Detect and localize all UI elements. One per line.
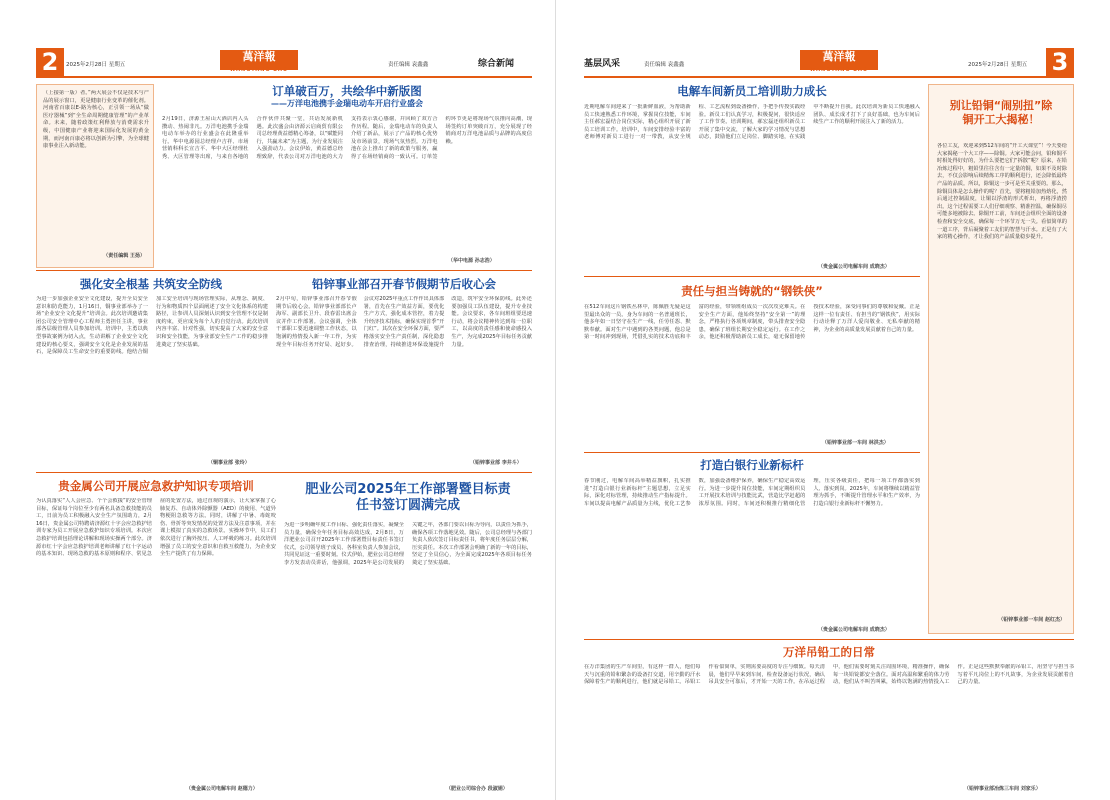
page-number: 3 <box>1046 48 1074 76</box>
header-rule <box>36 76 532 78</box>
article-b2-signature: （铅锌事业部一车间 林洪杰） <box>822 440 889 446</box>
logo-subtitle: WANGYANG BAO <box>809 67 869 73</box>
section-divider <box>584 639 1074 640</box>
newspaper-logo: 萬洋報 <box>800 50 878 70</box>
article-b1-body: 近期电解车间迎来了一批新鲜血液，为帮助新员工快速熟悉工作环境，掌握岗位技能，车间主任郝宏磊结合岗位实际，精心组织开展了新员工培训工作。培训中，车间安排经验丰富的老师傅对新员工进行一对一带教，从安全规程、工艺流程到设备操作，手把手传授实践经验。新员工们认真学习，积极提问，很快适应了工作节奏。培训期间，郝宏磊还组织新员工开展了集中交流，了解大家的学习情况与思想动态，鼓励他们立足岗位、脚踏实地，在实践中不断提升自我。此次培训为新员工快速融入团队、成长成才打下了良好基础，也为车间后续生产工作的顺利开展注入了新的活力。 <box>584 104 920 141</box>
right-page <box>555 0 1110 800</box>
article-3-title: 铅锌事业部召开春节假期节后收心会 <box>312 277 496 291</box>
section-divider <box>584 452 920 453</box>
article-b2-title: 责任与担当铸就的“钢铁侠” <box>681 284 823 298</box>
section-name: 基层风采 <box>584 59 621 69</box>
editor-credit: 责任编辑 袁鑫鑫 <box>644 62 685 68</box>
editor-credit: 责任编辑 袁鑫鑫 <box>388 62 429 68</box>
logo-subtitle: WANGYANG BAO <box>229 67 289 73</box>
article-b5-signature: （铅锌事业部一车间 赵红杰） <box>998 617 1065 623</box>
article-b1-title: 电解车间新员工培训助力成长 <box>677 84 827 98</box>
article-b3-body: 春节刚过，电解车间高举精益旗帜，扎实推进“打造白银行业新标杆”主题思想，立足实际，深化对标管理，持续推动生产指标提升。车间以提高电解产品质量为主线，优化工艺参数，加强设备维护保养，确保生产稳定高效运行。为进一步提升岗位技能，车间定期组织员工开展技术培训与技能比武，营造比学赶超的浓厚氛围。同时，车间还积极推行精细化管理，压实各级责任，把每一项工作都落实到人、落实到岗。2025年，车间将继续以精益管理为抓手，不断提升管理水平和生产效率，为打造白银行业新标杆不懈努力。 <box>584 478 920 507</box>
section-divider <box>36 270 532 271</box>
article-2-title: 强化安全根基 共筑安全防线 <box>79 277 222 291</box>
article-b1-signature: （贵金属公司电解车间 成晓杰） <box>818 264 890 270</box>
article-b3-signature: （贵金属公司电解车间 成晓杰） <box>818 627 890 633</box>
article-5-body: 为进一步明确年度工作目标、强化责任落实，凝聚全员力量，确保全年任务目标高效达成，2月8日，万洋肥业公司召开2025年工作部署暨目标责任书签订仪式。公司领导班子成员、各科室负责人参加会议，共同见证这一重要时刻。仪式伊始，肥业公司总经理李方发表动员讲话，他强调，2025年是公司发展的关键之年，各部门要以目标为导向，以责任为抓手，确保各项工作落地见效。随后，公司总经理与各部门负责人依次签订目标责任书，将年度任务层层分解，压实责任。本次工作部署会明确了新的一年的目标，坚定了全员信心，为全面完成2025年各项目标任务奠定了坚实基础。 <box>284 522 532 566</box>
article-4-title: 贵金属公司开展应急救护知识专项培训 <box>58 479 254 493</box>
section-name: 综合新闻 <box>478 59 515 69</box>
article-1-subtitle: ——万洋电池携手金瑞电动车开启行业盛会 <box>271 99 423 108</box>
article-b3-title: 打造白银行业新标杆 <box>700 458 804 472</box>
article-1-signature: （华中电源 孙志浩） <box>448 258 495 264</box>
article-5-signature: （肥业公司综合办 段淑娟） <box>446 786 508 792</box>
article-2-body: 为进一步加强企业安全文化建设，提升全员安全意识和防范能力，1月16日，铜事业部举办了一场“企业安全文化提升”培训会。此次培训邀请集团公司安全管理中心工程师主勇担任主讲，事业部各层级管理人员参加培训。培训中，主勇以典型事故案例为切入点，生动讲解了企业安全文化建设的核心要义，强调安全文化是企业发展的基石，是保障员工生命安全的重要防线。他结合铜加工安全培训与现场管理实际，从理念、制度、行为和物质四个层面阐述了安全文化体系的构建路径，让参训人员深刻认识到安全管理不仅是制度约束，更应成为每个人的自觉行动。此次培训内容丰富、针对性强，切实提高了大家的安全意识和安全技能，为事业部安全生产工作的稳步推进奠定了坚实基础。 <box>36 296 268 356</box>
article-b4-body: 在万洋集团的生产车间里，有这样一群人，他们每天与沉重的铅和繁杂的设备打交道，用辛勤的汗水保障着生产的顺利进行，他们就是吊铅工。吊铅工作看似简单，实则需要高度的专注与细致。每天清晨，他们早早来到车间，检查设备运行状况，确认吊具安全可靠后，才开始一天的工作。在吊运过程中，他们需要时刻关注周围环境，精准操作，确保每一块铅锭都安全落位。面对高温和繁重的体力劳动，他们从不叫苦叫累，始终以饱满的热情投入工作。正是这些默默奉献的吊铅工，用坚守与担当书写着平凡岗位上的不凡故事，为企业发展贡献着自己的力量。 <box>584 664 1074 686</box>
article-5-title: 肥业公司2025年工作部署暨目标责任书签订圆满完成 <box>305 482 511 513</box>
article-3-signature: （铅锌事业部 李井斗） <box>470 460 522 466</box>
header-rule <box>584 76 1074 78</box>
sidebar-signature: （责任编辑 王扬） <box>103 253 145 259</box>
sidebar-box <box>36 84 154 268</box>
article-b5-body: 各位工友，欢迎来到512车间的“开工大课堂”！今天要给大家揭秘一个大工序——除铜。大家可能会问，铅和铜平时相处得好好的，为什么要把它们“拆散”呢？原来，在铅冶炼过程中，粗铅里往往含有一定量的铜，如果不及时除去，不仅会影响后续精炼工序的顺利进行，还会降低最终产品的品质。所以，除铜这一步可是至关重要的。那么，除铜具体是怎么操作的呢？首先，要将粗铅加热熔化，然后通过控制温度，让铜以浮渣的形式析出，再将浮渣捞出。这个过程需要工人们仔细观察、精准控温，确保铜尽可能多地被除去。除铜开工前，车间还会组织全面的设备检查和安全交底，确保每一个环节万无一失。看似简单的一道工序，背后凝聚着工友们的智慧与汗水。正是有了大家的精心操作，才让我们的产品质量稳步提升。 <box>937 143 1067 241</box>
newspaper-logo: 萬洋報 <box>220 50 298 70</box>
sidebar-text: （上接第一版）者。”两大展会不仅是技术与产品的展示窗口，更是健康行业变革的催化剂。河南省百康以E-路为核心，正引领一场从“做医疗器械”到“全生命周期健康管理”的产业革命。未来，随着政策红利释放与消费需求升级，中国健康产业将迎来国际化发展的黄金期，而河南百康必将以创新为引擎，为全球健康事业注入新动能。 <box>43 90 149 150</box>
article-b4-signature: （铅锌事业部冶炼三车间 刘家乐） <box>964 786 1041 792</box>
article-4-signature: （贵金属公司电解车间 赵德力） <box>186 786 258 792</box>
article-4-body: 为认真落实“人人会应急、个个会救援”的安全管理目标，保证每个岗位至少有两名具备急救技能的员工，日前为员工积极融入安全生产氛围助力，2月16日，贵金属公司特聘请济源红十字会应急救护培训专家为员工开展应急救护知识专项培训。本次应急救护培训包括理论讲解和现场实操两个部分。济源市红十字会应急救护培训老师讲解了红十字运动的基本知识、现场急救的基本原则和程序、常见急症的处置方法，通过直观的演示，让大家掌握了心肺复苏、自动体外除颤器（AED）的使用、气道异物梗阻急救等方法。同时，讲解了中暑、毒蛇咬伤、骨折等突发情况的处置方法及注意事项，并在课上模拟了真实的急救场景。实操环节中，员工们依次进行了胸外按压、人工呼吸的练习。此次培训增强了员工的安全意识和自救互救能力，为企业安全生产提供了有力保障。 <box>36 498 276 558</box>
issue-date: 2025年2月28日 星期五 <box>66 62 126 68</box>
section-divider <box>584 276 920 277</box>
page-number: 2 <box>36 48 64 76</box>
section-divider <box>36 472 532 473</box>
sidebar-feature-box <box>928 84 1074 634</box>
article-1-title: 订单破百万，共绘华中新版图 <box>272 84 422 98</box>
article-b2-body: 在512车间这片钢铁丛林中，陈佩胜无疑是这里最出众的一员。身为车间的一名普通班长，他多年如一日坚守在生产一线，任劳任怨、默默奉献。面对生产中遇到的各类问题，他总是第一时间冲到现场，凭借扎实的技术功底和丰富的经验，带领班组成员一次次攻克难关。在安全生产方面，他始终坚持“安全第一”的理念，严格执行各项规章制度，带头排查安全隐患，确保了班组长期安全稳定运行。在工作之余，他还积极帮助新员工成长，毫无保留地传授技术经验，深受同事们的尊敬和爱戴。正是这样一位有责任、有担当的“钢铁侠”，用实际行动诠释了万洋人爱岗敬业、无私奉献的精神，为企业的高质量发展贡献着自己的力量。 <box>584 304 920 341</box>
issue-date: 2025年2月28日 星期五 <box>968 62 1028 68</box>
article-5-heading <box>284 482 532 514</box>
article-b4-title: 万洋吊铅工的日常 <box>783 645 875 659</box>
article-1 <box>162 84 532 109</box>
article-3-body: 2月中旬，铅锌事业部召开春节假期节后收心会。铅锌事业部部长卢海军、副部长卫升、段春雷出席会议并作工作部署。会议强调，全体干部职工要迅速调整工作状态，以饱满的热情投入新一年工作，为实现全年目标任务开好局、起好步。会议对2025年重点工作作出具体部署，首先在生产效益方面，要优化生产方式，强化成本管控，着力提升经济技术指标，确保实现首季“开门红”。其次在安全环保方面，要严格落实安全生产责任制，深化隐患排查治理，持续推进环保设施提升改造，筑牢安全环保防线。此外还要加强员工队伍建设，提升专业技能。会议要求，各车间班组要迅速行动，将会议精神传达到每一位职工，以高度的责任感和使命感投入生产，为完成2025年目标任务贡献力量。 <box>276 296 532 348</box>
article-2-signature: （铜事业部 张玲） <box>208 460 250 466</box>
article-b5-title: 别让铅铜“闹别扭”除铜开工大揭秘！ <box>949 99 1053 126</box>
article-1-body: 2月19日，济源王屋山大酒店内人头攒动、热闹非凡。万洋电池携手金瑞电动车举办的行业盛会在此隆重举行。华中电源园总经理卢吉祥、市场营销科科长宣吉平、华中大区经理杜秀、大区管理等出席，与来自各地的合作伙伴共聚一堂，共话发展新机遇。此次盛会由济源云启商贸有限公司总经理黄益德精心筹备，以“赋能同行，共赢未来”为主题，为行业发展注入强劲动力。会议伊始，黄益德总经理致辞，代表公司对万洋电池的大力支持表示衷心感谢，并回顾了双方合作历程。随后，金瑞电动车的负责人介绍了新品，展示了产品的核心优势及市场前景，现场气氛热烈。万洋电池在会上推出了新的政策与服务，赢得了在场经销商的一致认可。订单签约环节更是将现场气氛推向高潮，现场签约订单突破百万，充分展现了经销商对万洋电池品质与品牌的高度信赖。 <box>162 116 532 160</box>
